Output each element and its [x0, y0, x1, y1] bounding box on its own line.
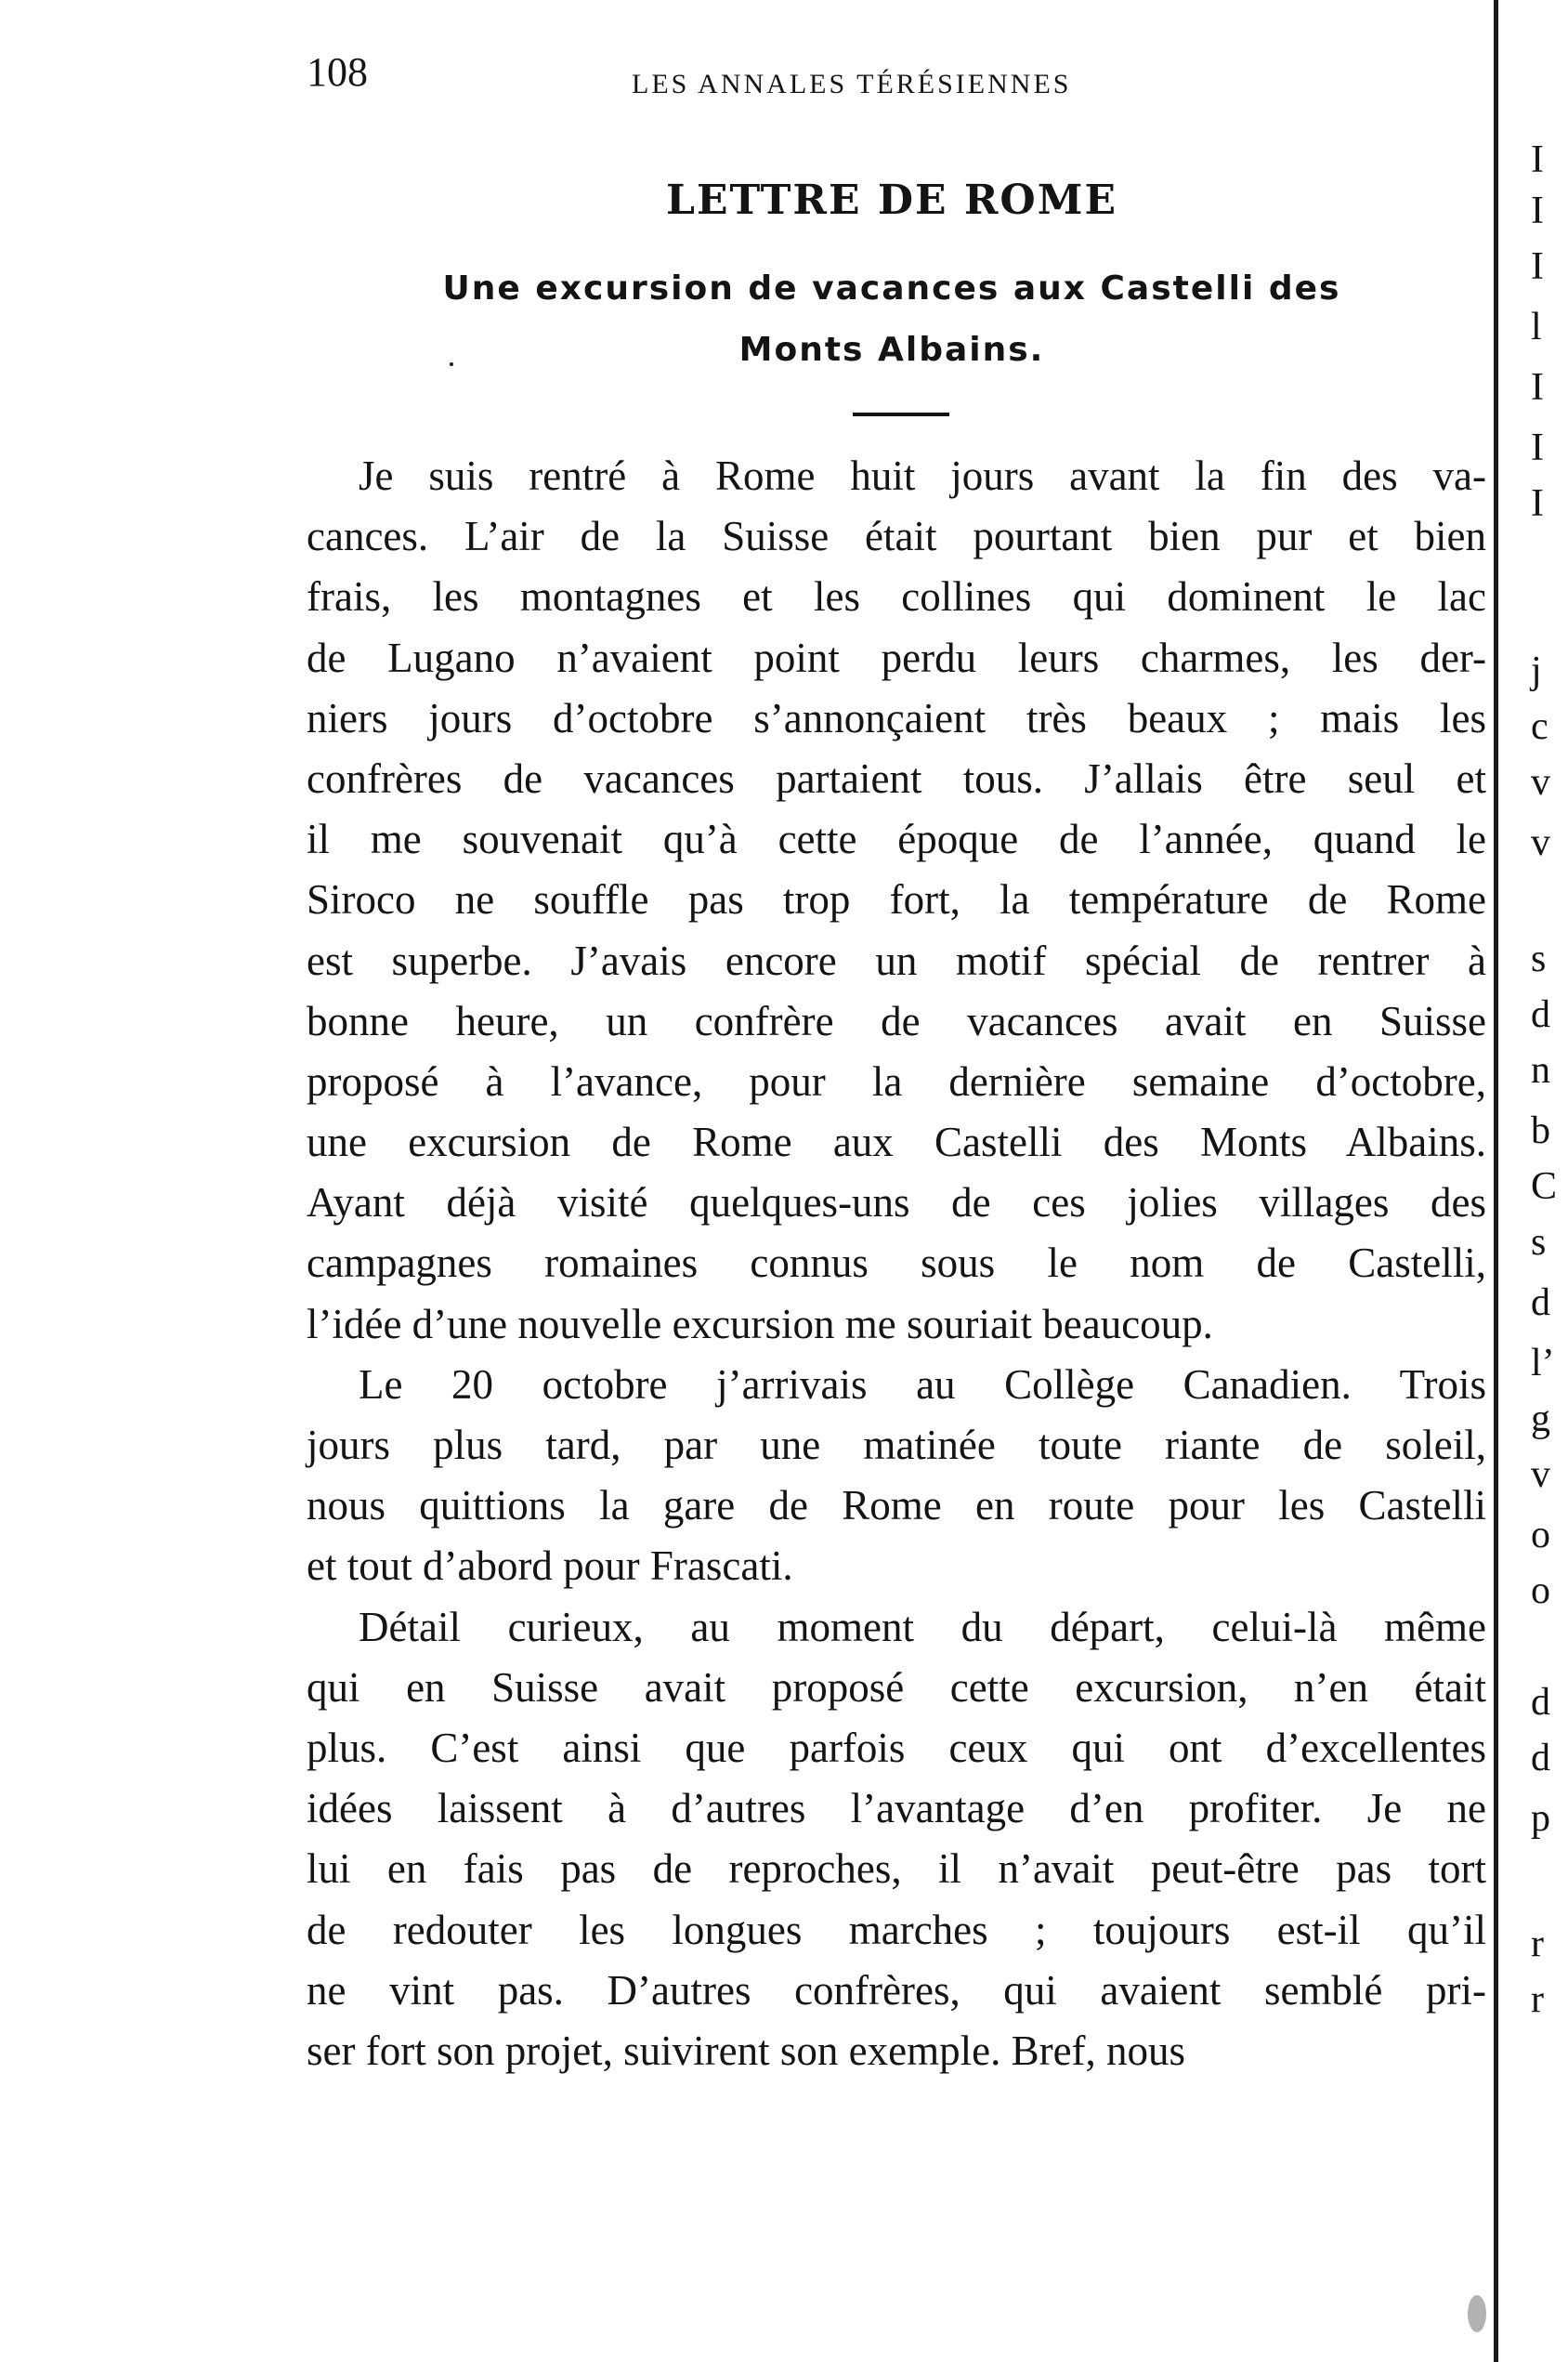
text-line: lui en fais pas de reproches, il n’avait peut-être pas tort	[307, 1845, 1486, 1893]
adjacent-page-glyph: d	[1531, 1737, 1550, 1779]
adjacent-page-glyph: v	[1531, 821, 1550, 864]
adjacent-page-glyph: o	[1531, 1514, 1550, 1556]
text-line: l’idée d’une nouvelle excursion me souriait beaucoup.	[307, 1300, 1213, 1347]
text-line: Je suis rentré à Rome huit jours avant la fin des va-	[359, 453, 1486, 499]
text-line: cances. L’air de la Suisse était pourtant bien pur et bien	[307, 513, 1486, 560]
text-line: plus. C’est ainsi que parfois ceux qui ont d’excellentes	[307, 1724, 1486, 1771]
paragraph	[307, 1597, 1486, 2082]
text-line: bonne heure, un confrère de vacances avait en Suisse	[307, 997, 1486, 1044]
adjacent-page-glyph: j	[1531, 650, 1542, 692]
article-title: LETTRE DE ROME	[666, 177, 1117, 224]
text-line: Détail curieux, au moment du départ, celui-là même	[359, 1603, 1486, 1650]
text-line: de redouter les longues marches ; toujours est-il qu’il	[307, 1906, 1486, 1953]
adjacent-page-glyph: d	[1531, 1281, 1550, 1324]
adjacent-page-glyph: n	[1531, 1049, 1550, 1092]
text-line: Siroco ne souffle pas trop fort, la température de Rome	[307, 876, 1486, 924]
text-line: frais, les montagnes et les collines qui dominent le lac	[307, 573, 1486, 621]
text-line: ne vint pas. D’autres confrères, qui avaient semblé pri-	[307, 1966, 1486, 2014]
text-line: Le 20 octobre j’arrivais au Collège Canadien. Trois	[359, 1360, 1486, 1408]
text-line: une excursion de Rome aux Castelli des Monts Albains.	[307, 1119, 1486, 1166]
title-divider	[853, 413, 949, 416]
text-line: jours plus tard, par une matinée toute riante de soleil,	[307, 1422, 1486, 1468]
text-line: est superbe. J’avais encore un motif spécial de rentrer à	[307, 937, 1486, 984]
scan-speck	[450, 362, 453, 366]
adjacent-page-glyph: o	[1531, 1569, 1550, 1612]
adjacent-page-glyph: I	[1531, 245, 1544, 288]
text-line: ser fort son projet, suivirent son exemple. Bref, nous	[307, 2027, 1186, 2074]
text-line: de Lugano n’avaient point perdu leurs charmes, les der-	[307, 634, 1486, 681]
adjacent-page-glyph: s	[1531, 1221, 1547, 1264]
adjacent-page-edge	[1503, 0, 1568, 2362]
page-gutter-line	[1494, 0, 1498, 2362]
text-line: confrères de vacances partaient tous. J’allais être seul et	[307, 755, 1486, 802]
adjacent-page-glyph: d	[1531, 1681, 1550, 1724]
text-line: il me souvenait qu’à cette époque de l’année, quand le	[307, 816, 1486, 863]
text-line: proposé à l’avance, pour la dernière semaine d’octobre,	[307, 1057, 1486, 1105]
adjacent-page-glyph: d	[1531, 993, 1550, 1036]
paragraph	[307, 446, 1486, 1355]
adjacent-page-glyph: g	[1531, 1398, 1550, 1440]
adjacent-page-glyph: b	[1531, 1109, 1550, 1152]
running-title: LES ANNALES TÉRÉSIENNES	[632, 69, 1072, 99]
adjacent-page-glyph: l’	[1531, 1342, 1555, 1384]
text-line: niers jours d’octobre s’annonçaient très beaux ; mais les	[307, 694, 1486, 741]
adjacent-page-glyph: l	[1531, 306, 1542, 348]
adjacent-page-glyph: I	[1531, 426, 1544, 469]
page-number: 108	[307, 49, 368, 95]
adjacent-page-glyph: c	[1531, 705, 1548, 748]
text-line: et tout d’abord pour Frascati.	[307, 1542, 793, 1590]
text-line: nous quittions la gare de Rome en route pour les Castelli	[307, 1482, 1486, 1529]
adjacent-page-glyph: I	[1531, 138, 1544, 181]
adjacent-page-glyph: v	[1531, 1453, 1550, 1496]
subtitle-line: Une excursion de vacances aux Castelli des	[442, 269, 1341, 308]
text-line: Ayant déjà visité quelques-uns de ces jolies villages des	[307, 1179, 1486, 1227]
adjacent-page-glyph: C	[1531, 1165, 1558, 1208]
adjacent-page-glyph: s	[1531, 938, 1547, 980]
text-line: qui en Suisse avait proposé cette excursion, n’en était	[307, 1663, 1486, 1711]
text-line: campagnes romaines connus sous le nom de Castelli,	[307, 1240, 1486, 1287]
article-subtitle	[362, 258, 1421, 381]
paragraph	[307, 1355, 1486, 1597]
adjacent-page-glyph: v	[1531, 761, 1550, 804]
adjacent-page-glyph: r	[1531, 1922, 1544, 1965]
adjacent-page-glyph: I	[1531, 190, 1544, 232]
subtitle-line: Monts Albains.	[738, 331, 1045, 369]
adjacent-page-glyph: r	[1531, 1978, 1544, 2021]
adjacent-page-glyph: p	[1531, 1797, 1550, 1840]
text-line: idées laissent à d’autres l’avantage d’en profiter. Je ne	[307, 1785, 1486, 1832]
article-body	[307, 446, 1486, 2081]
scan-smudge	[1468, 2295, 1486, 2332]
adjacent-page-glyph: I	[1531, 482, 1544, 525]
adjacent-page-glyph: I	[1531, 366, 1544, 409]
